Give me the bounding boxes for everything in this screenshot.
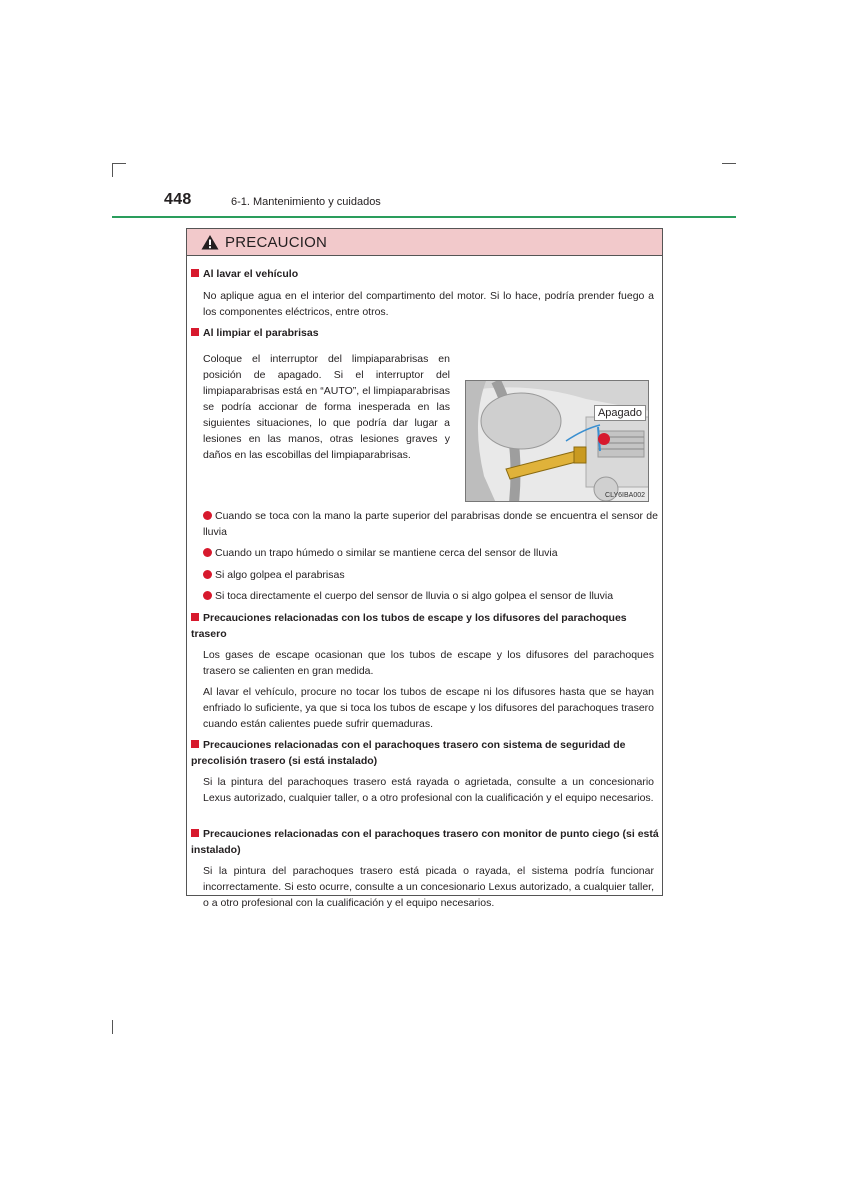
section-body: Si la pintura del parachoques trasero está picada o rayada, el sistema podría funcionar incorrectamente. Si esto ocurre, consulte a un concesionario Lexus autorizado, a cualquier taller, o a otro profesional con la cualificación y el equipo necesarios.: [203, 865, 654, 909]
crop-mark: [112, 163, 113, 177]
illustration-callout: Apagado: [594, 405, 646, 421]
list-item: Cuando se toca con la mano la parte superior del parabrisas donde se encuentra el sensor de lluvia: [203, 510, 658, 538]
wiper-switch-drawing: [466, 381, 649, 502]
illustration-code: CLY6IBA002: [605, 492, 645, 499]
warning-triangle-icon: [201, 234, 219, 250]
red-bullet-icon: [203, 548, 212, 557]
list-item: Si algo golpea el parabrisas: [203, 567, 658, 583]
crop-mark: [722, 163, 736, 164]
list-item: Si toca directamente el cuerpo del sensor de lluvia o si algo golpea el sensor de lluvia: [203, 588, 658, 604]
section-body: Si la pintura del parachoques trasero está rayada o agrietada, consulte a un concesionario Lexus autorizado, cualquier taller, o a otro profesional con la cualificación y el equipo necesarios.: [203, 776, 654, 804]
red-bullet-icon: [203, 570, 212, 579]
section-title: 6-1. Mantenimiento y cuidados: [231, 196, 381, 208]
red-square-icon: [191, 829, 199, 837]
caution-box: [186, 228, 663, 909]
section-body: Coloque el interruptor del limpiaparabrisas en posición de apagado. Si el interruptor del limpiaparabrisas está en “AUTO”, el limpiaparabrisas se podría accionar de forma inesperada en las siguientes situaciones, lo que podría dar lugar a lesiones en las manos, otras lesiones graves y daños en las escobillas del limpiaparabrisas.: [203, 353, 450, 461]
section-body: Al lavar el vehículo, procure no tocar los tubos de escape ni los difusores hasta que se hayan enfriado lo suficiente, ya que si toca los tubos de escape y los difusores del parachoques trasero cuando están calientes puede sufrir quemaduras.: [203, 686, 654, 730]
section-heading: Al limpiar el parabrisas: [191, 325, 651, 341]
wiper-switch-illustration: [465, 380, 649, 502]
red-square-icon: [191, 740, 199, 748]
list-item: Cuando un trapo húmedo o similar se mantiene cerca del sensor de lluvia: [203, 545, 658, 561]
red-square-icon: [191, 328, 199, 336]
section-heading: Precauciones relacionadas con el parachoques trasero con sistema de seguridad de precolisión trasero (si está instalado): [191, 739, 626, 767]
red-bullet-icon: [203, 591, 212, 600]
red-square-icon: [191, 269, 199, 277]
crop-mark: [112, 163, 126, 164]
header-rule: [112, 216, 736, 218]
section-heading: Precauciones relacionadas con el parachoques trasero con monitor de punto ciego (si está instalado): [191, 828, 659, 856]
section-body: No aplique agua en el interior del compartimento del motor. Si lo hace, podría prender fuego a los componentes eléctricos, entre otros.: [203, 290, 654, 318]
page-number: 448: [164, 191, 192, 208]
section-body: Los gases de escape ocasionan que los tubos de escape y los difusores del parachoques trasero se calienten en gran medida.: [203, 649, 654, 677]
red-square-icon: [191, 613, 199, 621]
caution-title: PRECAUCION: [225, 233, 328, 251]
section-heading: Precauciones relacionadas con los tubos de escape y los difusores del parachoques trasero: [191, 612, 627, 640]
red-bullet-icon: [203, 511, 212, 520]
crop-mark: [112, 1020, 113, 1034]
section-heading: Al lavar el vehículo: [191, 266, 651, 282]
caution-header: [187, 229, 662, 256]
